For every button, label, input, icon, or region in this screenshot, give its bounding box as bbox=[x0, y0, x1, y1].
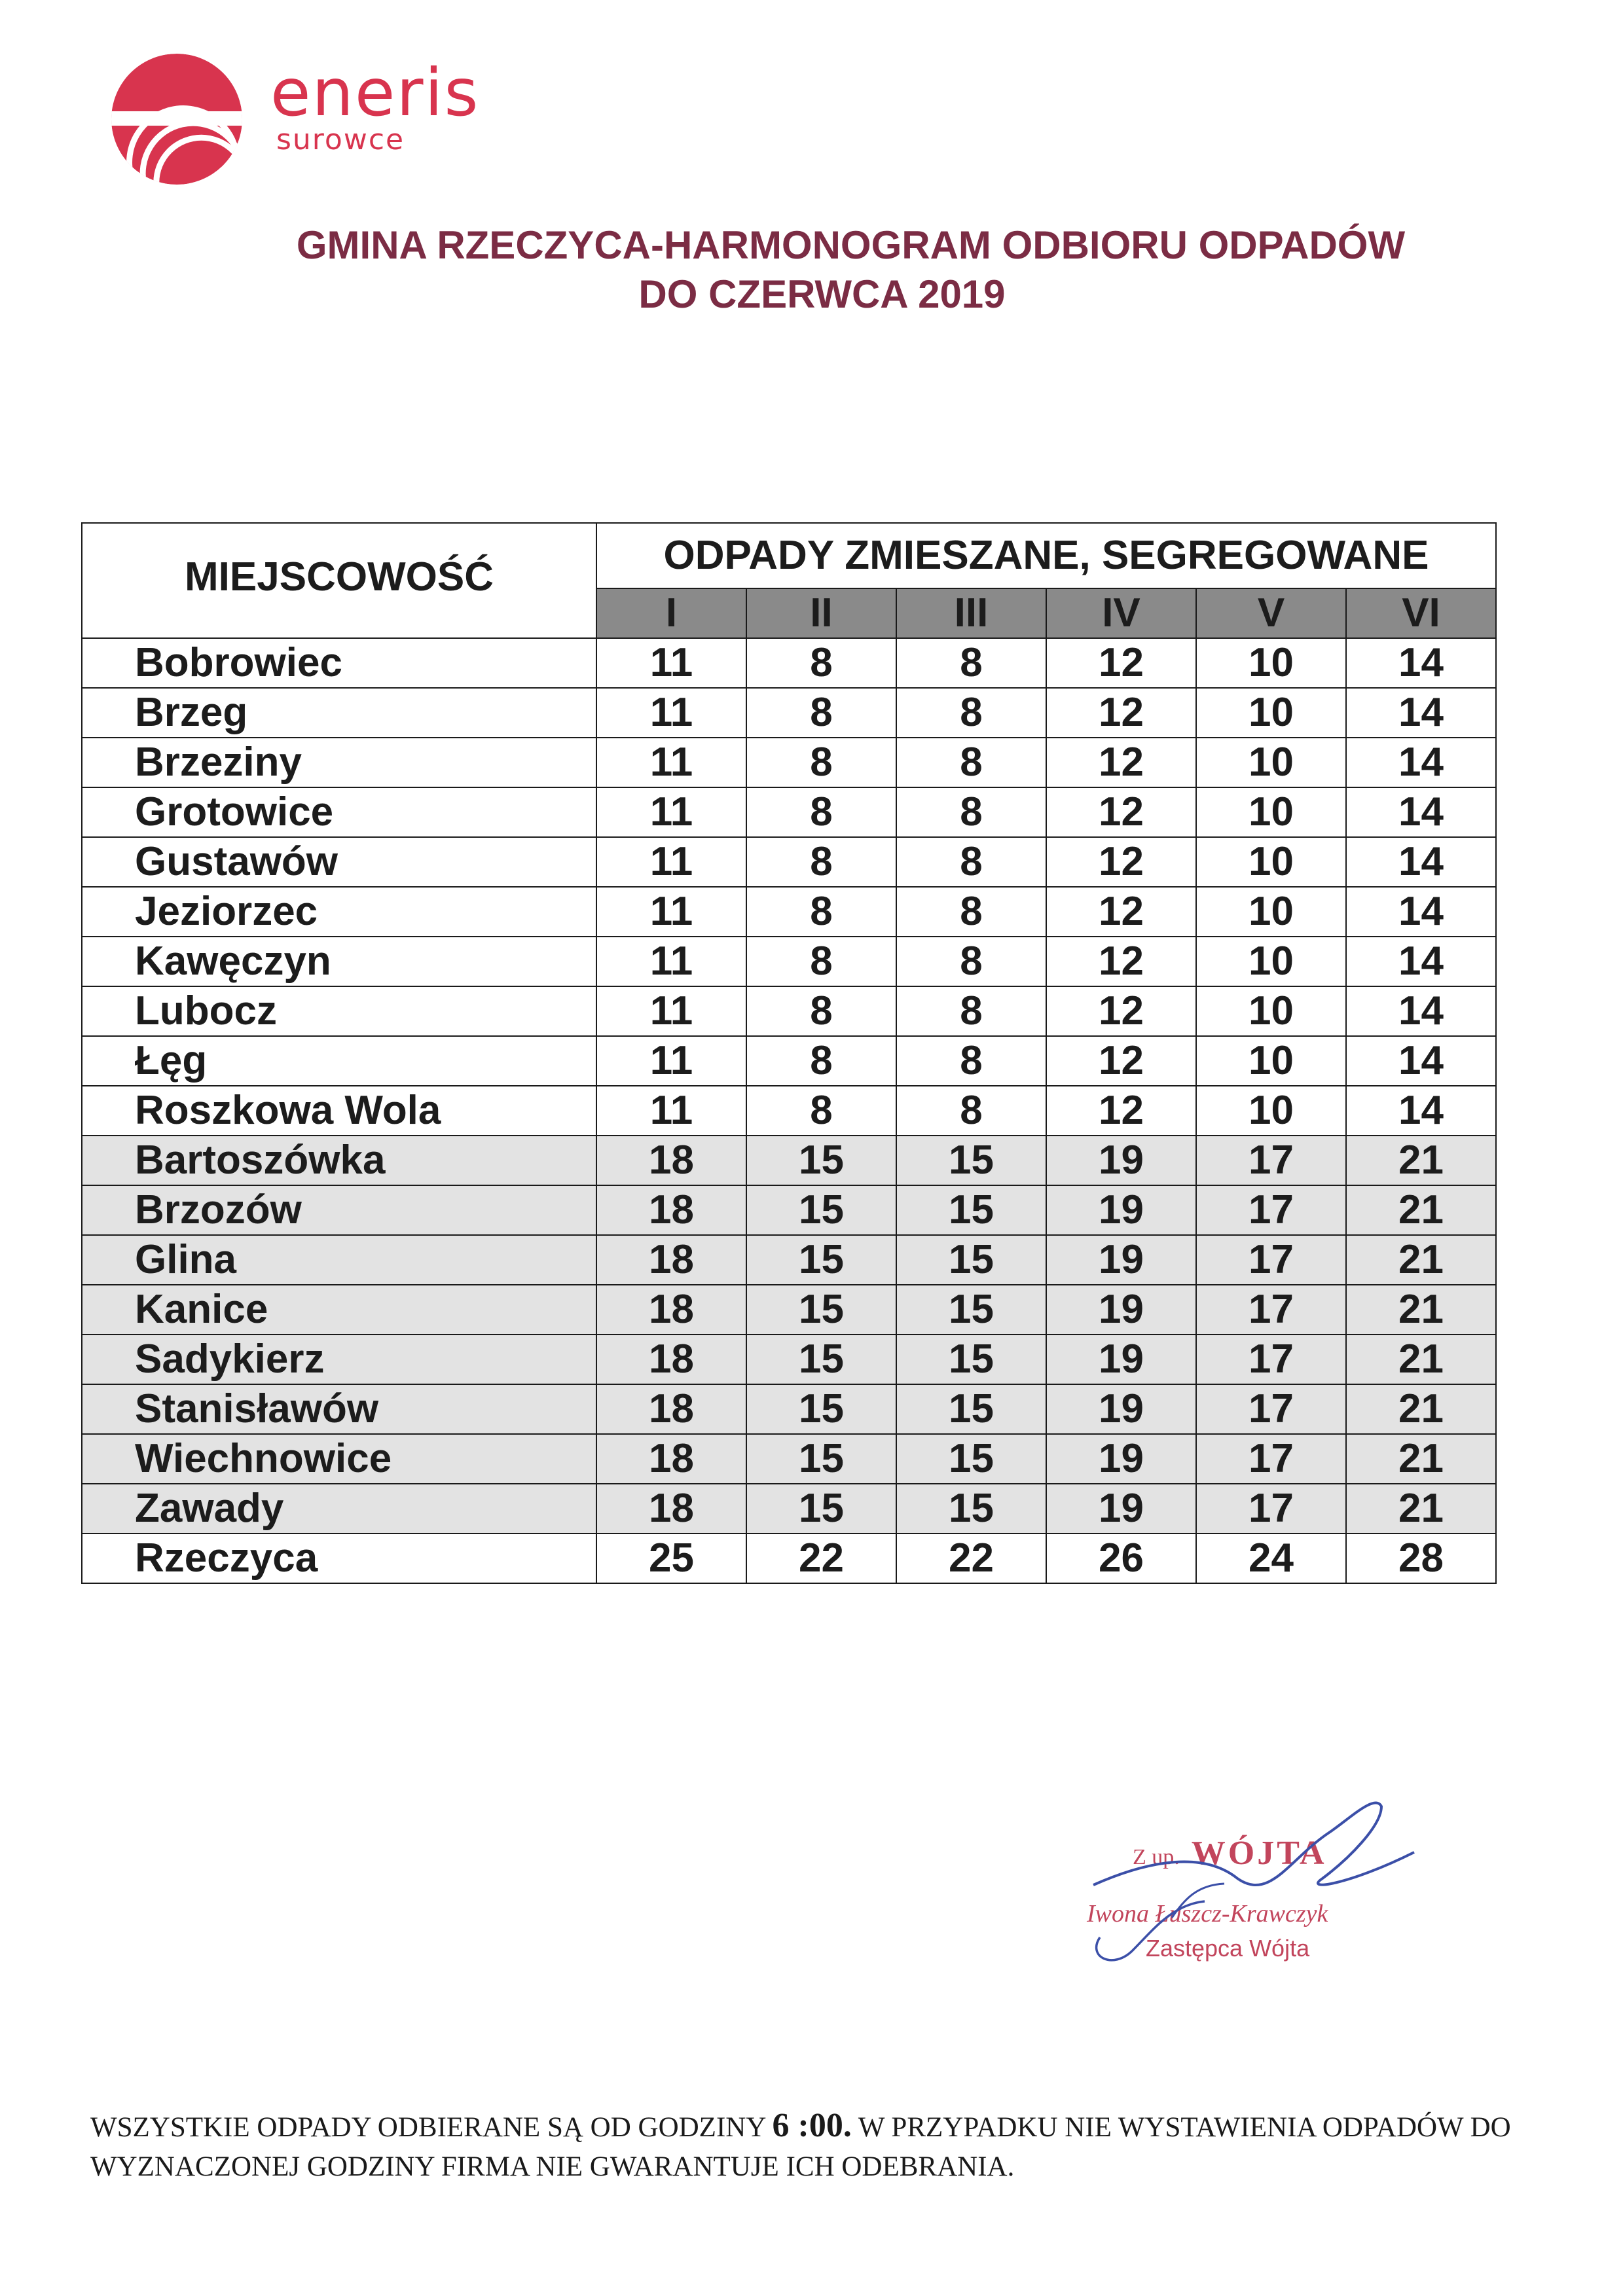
day-cell: 10 bbox=[1196, 887, 1346, 937]
month-header: VI bbox=[1346, 588, 1496, 638]
table-row bbox=[82, 638, 1496, 688]
day-cell: 12 bbox=[1046, 1036, 1196, 1086]
day-cell: 15 bbox=[746, 1235, 896, 1285]
day-cell: 12 bbox=[1046, 937, 1196, 986]
day-cell: 26 bbox=[1046, 1534, 1196, 1583]
day-cell: 17 bbox=[1196, 1434, 1346, 1484]
day-cell: 8 bbox=[896, 787, 1046, 837]
table-row bbox=[82, 1335, 1496, 1384]
place-name-cell: Rzeczyca bbox=[82, 1534, 596, 1583]
day-cell: 11 bbox=[596, 738, 746, 787]
day-cell: 10 bbox=[1196, 638, 1346, 688]
day-cell: 14 bbox=[1346, 638, 1496, 688]
day-cell: 18 bbox=[596, 1335, 746, 1384]
day-cell: 11 bbox=[596, 787, 746, 837]
day-cell: 15 bbox=[746, 1335, 896, 1384]
day-cell: 8 bbox=[896, 937, 1046, 986]
place-name-cell: Roszkowa Wola bbox=[82, 1086, 596, 1136]
day-cell: 11 bbox=[596, 688, 746, 738]
day-cell: 14 bbox=[1346, 688, 1496, 738]
day-cell: 15 bbox=[896, 1335, 1046, 1384]
place-name-cell: Wiechnowice bbox=[82, 1434, 596, 1484]
signature-stamp bbox=[1074, 1787, 1440, 1983]
day-cell: 15 bbox=[746, 1285, 896, 1335]
eneris-logo-mark-icon bbox=[105, 51, 262, 188]
day-cell: 11 bbox=[596, 887, 746, 937]
day-cell: 15 bbox=[746, 1434, 896, 1484]
day-cell: 10 bbox=[1196, 738, 1346, 787]
table-row bbox=[82, 1534, 1496, 1583]
day-cell: 12 bbox=[1046, 986, 1196, 1036]
logo-sub-text: surowce bbox=[276, 123, 405, 156]
place-name-cell: Kanice bbox=[82, 1285, 596, 1335]
day-cell: 17 bbox=[1196, 1335, 1346, 1384]
day-cell: 18 bbox=[596, 1136, 746, 1185]
day-cell: 18 bbox=[596, 1384, 746, 1434]
day-cell: 15 bbox=[896, 1285, 1046, 1335]
day-cell: 14 bbox=[1346, 887, 1496, 937]
day-cell: 18 bbox=[596, 1434, 746, 1484]
day-cell: 15 bbox=[896, 1434, 1046, 1484]
place-name-cell: Lubocz bbox=[82, 986, 596, 1036]
day-cell: 21 bbox=[1346, 1484, 1496, 1534]
day-cell: 12 bbox=[1046, 1086, 1196, 1136]
table-row bbox=[82, 1086, 1496, 1136]
day-cell: 15 bbox=[896, 1136, 1046, 1185]
day-cell: 10 bbox=[1196, 1036, 1346, 1086]
day-cell: 19 bbox=[1046, 1434, 1196, 1484]
day-cell: 19 bbox=[1046, 1185, 1196, 1235]
day-cell: 8 bbox=[896, 1036, 1046, 1086]
day-cell: 17 bbox=[1196, 1235, 1346, 1285]
day-cell: 19 bbox=[1046, 1285, 1196, 1335]
table-row bbox=[82, 1036, 1496, 1086]
day-cell: 19 bbox=[1046, 1384, 1196, 1434]
day-cell: 19 bbox=[1046, 1484, 1196, 1534]
day-cell: 22 bbox=[746, 1534, 896, 1583]
month-header: V bbox=[1196, 588, 1346, 638]
day-cell: 15 bbox=[746, 1484, 896, 1534]
month-header: III bbox=[896, 588, 1046, 638]
day-cell: 22 bbox=[896, 1534, 1046, 1583]
table-row bbox=[82, 787, 1496, 837]
day-cell: 14 bbox=[1346, 1036, 1496, 1086]
day-cell: 8 bbox=[746, 738, 896, 787]
day-cell: 12 bbox=[1046, 638, 1196, 688]
footer-note bbox=[90, 2106, 1570, 2187]
day-cell: 8 bbox=[746, 887, 896, 937]
day-cell: 15 bbox=[896, 1384, 1046, 1434]
day-cell: 19 bbox=[1046, 1136, 1196, 1185]
place-name-cell: Glina bbox=[82, 1235, 596, 1285]
table-row bbox=[82, 1136, 1496, 1185]
stamp-name: Iwona Łuszcz-Krawczyk bbox=[1087, 1900, 1328, 1928]
table-row bbox=[82, 937, 1496, 986]
table-row bbox=[82, 738, 1496, 787]
place-name-cell: Brzeziny bbox=[82, 738, 596, 787]
day-cell: 21 bbox=[1346, 1285, 1496, 1335]
day-cell: 21 bbox=[1346, 1185, 1496, 1235]
day-cell: 11 bbox=[596, 986, 746, 1036]
day-cell: 10 bbox=[1196, 937, 1346, 986]
footer-text-2: W PRZYPADKU NIE WYSTAWIENIA ODPADÓW DO WYZNACZONEJ GODZINY FIRMA NIE GWARANTUJE ICH ODEBRANIA. bbox=[90, 2112, 1511, 2182]
place-name-cell: Łęg bbox=[82, 1036, 596, 1086]
day-cell: 8 bbox=[896, 738, 1046, 787]
place-name-cell: Stanisławów bbox=[82, 1384, 596, 1434]
day-cell: 11 bbox=[596, 1086, 746, 1136]
day-cell: 11 bbox=[596, 638, 746, 688]
day-cell: 8 bbox=[746, 1036, 896, 1086]
logo-brand-text: eneris bbox=[270, 54, 480, 131]
day-cell: 14 bbox=[1346, 787, 1496, 837]
handwritten-signature-icon bbox=[1074, 1787, 1440, 1983]
day-cell: 17 bbox=[1196, 1484, 1346, 1534]
document-subtitle: DO CZERWCA 2019 bbox=[638, 272, 1006, 316]
schedule-table bbox=[81, 522, 1497, 1584]
month-header: II bbox=[746, 588, 896, 638]
month-header: IV bbox=[1046, 588, 1196, 638]
day-cell: 8 bbox=[746, 937, 896, 986]
day-cell: 15 bbox=[896, 1235, 1046, 1285]
stamp-prefix: Z up. bbox=[1133, 1845, 1180, 1869]
day-cell: 18 bbox=[596, 1285, 746, 1335]
day-cell: 15 bbox=[896, 1484, 1046, 1534]
day-cell: 25 bbox=[596, 1534, 746, 1583]
month-header: I bbox=[596, 588, 746, 638]
day-cell: 8 bbox=[746, 688, 896, 738]
day-cell: 10 bbox=[1196, 986, 1346, 1036]
day-cell: 18 bbox=[596, 1235, 746, 1285]
document-title: GMINA RZECZYCA-HARMONOGRAM ODBIORU ODPADÓW bbox=[296, 223, 1406, 267]
table-row bbox=[82, 837, 1496, 887]
day-cell: 10 bbox=[1196, 787, 1346, 837]
table-row bbox=[82, 1434, 1496, 1484]
place-name-cell: Brzeg bbox=[82, 688, 596, 738]
day-cell: 15 bbox=[746, 1136, 896, 1185]
day-cell: 21 bbox=[1346, 1384, 1496, 1434]
day-cell: 12 bbox=[1046, 887, 1196, 937]
place-name-cell: Gustawów bbox=[82, 837, 596, 887]
place-name-cell: Bobrowiec bbox=[82, 638, 596, 688]
table-row bbox=[82, 986, 1496, 1036]
day-cell: 17 bbox=[1196, 1285, 1346, 1335]
day-cell: 8 bbox=[896, 837, 1046, 887]
day-cell: 17 bbox=[1196, 1136, 1346, 1185]
place-name-cell: Kawęczyn bbox=[82, 937, 596, 986]
stamp-title-text: WÓJTA bbox=[1191, 1835, 1327, 1872]
place-name-cell: Bartoszówka bbox=[82, 1136, 596, 1185]
day-cell: 8 bbox=[746, 787, 896, 837]
day-cell: 14 bbox=[1346, 1086, 1496, 1136]
day-cell: 19 bbox=[1046, 1335, 1196, 1384]
day-cell: 21 bbox=[1346, 1235, 1496, 1285]
day-cell: 17 bbox=[1196, 1185, 1346, 1235]
day-cell: 8 bbox=[746, 638, 896, 688]
place-name-cell: Zawady bbox=[82, 1484, 596, 1534]
day-cell: 14 bbox=[1346, 937, 1496, 986]
place-name-cell: Sadykierz bbox=[82, 1335, 596, 1384]
day-cell: 15 bbox=[746, 1185, 896, 1235]
day-cell: 8 bbox=[896, 638, 1046, 688]
day-cell: 8 bbox=[746, 986, 896, 1036]
day-cell: 10 bbox=[1196, 688, 1346, 738]
table-row bbox=[82, 887, 1496, 937]
day-cell: 24 bbox=[1196, 1534, 1346, 1583]
day-cell: 21 bbox=[1346, 1335, 1496, 1384]
place-name-cell: Jeziorzec bbox=[82, 887, 596, 937]
company-logo bbox=[105, 51, 511, 195]
day-cell: 8 bbox=[896, 688, 1046, 738]
day-cell: 11 bbox=[596, 1036, 746, 1086]
day-cell: 10 bbox=[1196, 1086, 1346, 1136]
day-cell: 8 bbox=[746, 1086, 896, 1136]
waste-type-header: ODPADY ZMIESZANE, SEGREGOWANE bbox=[596, 523, 1496, 588]
day-cell: 21 bbox=[1346, 1434, 1496, 1484]
day-cell: 8 bbox=[746, 837, 896, 887]
table-row bbox=[82, 1484, 1496, 1534]
table-row bbox=[82, 688, 1496, 738]
day-cell: 8 bbox=[896, 1086, 1046, 1136]
footer-time: 6 :00. bbox=[772, 2107, 852, 2144]
place-name-cell: Grotowice bbox=[82, 787, 596, 837]
day-cell: 14 bbox=[1346, 738, 1496, 787]
stamp-role: Zastępca Wójta bbox=[1146, 1935, 1310, 1962]
day-cell: 11 bbox=[596, 937, 746, 986]
day-cell: 15 bbox=[746, 1384, 896, 1434]
day-cell: 18 bbox=[596, 1185, 746, 1235]
day-cell: 21 bbox=[1346, 1136, 1496, 1185]
day-cell: 19 bbox=[1046, 1235, 1196, 1285]
day-cell: 14 bbox=[1346, 986, 1496, 1036]
day-cell: 12 bbox=[1046, 787, 1196, 837]
day-cell: 28 bbox=[1346, 1534, 1496, 1583]
footer-text-1: WSZYSTKIE ODPADY ODBIERANE SĄ OD GODZINY bbox=[90, 2112, 773, 2143]
schedule-body bbox=[82, 638, 1496, 1583]
day-cell: 8 bbox=[896, 887, 1046, 937]
day-cell: 10 bbox=[1196, 837, 1346, 887]
place-name-cell: Brzozów bbox=[82, 1185, 596, 1235]
day-cell: 17 bbox=[1196, 1384, 1346, 1434]
day-cell: 12 bbox=[1046, 837, 1196, 887]
place-column-header: MIEJSCOWOŚĆ bbox=[82, 523, 596, 638]
day-cell: 15 bbox=[896, 1185, 1046, 1235]
day-cell: 11 bbox=[596, 837, 746, 887]
table-row bbox=[82, 1185, 1496, 1235]
day-cell: 8 bbox=[896, 986, 1046, 1036]
table-row bbox=[82, 1285, 1496, 1335]
day-cell: 12 bbox=[1046, 738, 1196, 787]
day-cell: 14 bbox=[1346, 837, 1496, 887]
day-cell: 18 bbox=[596, 1484, 746, 1534]
table-row bbox=[82, 1384, 1496, 1434]
table-row bbox=[82, 1235, 1496, 1285]
day-cell: 12 bbox=[1046, 688, 1196, 738]
